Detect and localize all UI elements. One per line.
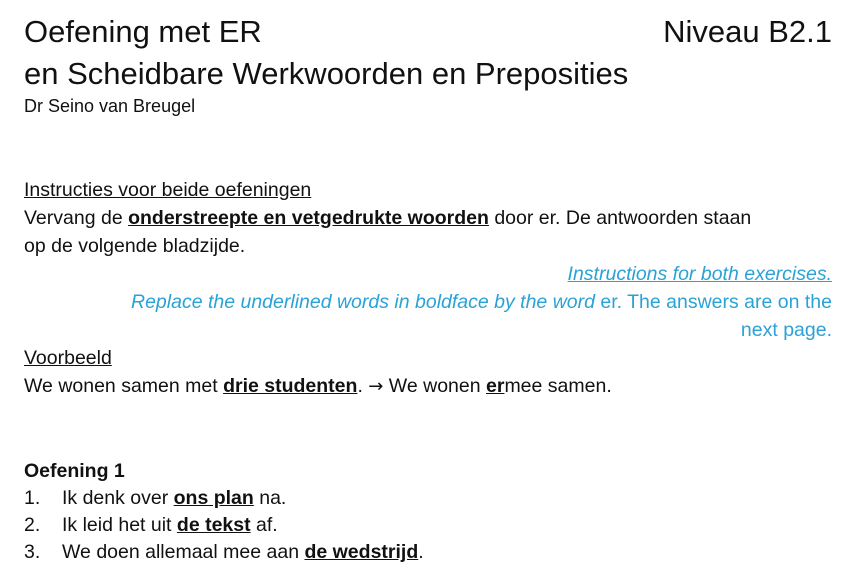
english-line1-rest: . The answers are on the bbox=[616, 291, 832, 313]
title-row bbox=[24, 12, 832, 52]
english-line2-text: next page. bbox=[740, 319, 832, 341]
instructions-text-before: Vervang de bbox=[24, 207, 129, 229]
english-heading-text: Instructions for both exercises. bbox=[567, 263, 832, 285]
document-page bbox=[24, 0, 832, 566]
example-heading: Voorbeeld bbox=[24, 347, 112, 369]
list-item bbox=[24, 512, 832, 539]
english-heading bbox=[24, 260, 832, 288]
english-line1-word: er bbox=[600, 291, 617, 313]
item-text bbox=[62, 512, 278, 539]
example-result-bold: er bbox=[486, 375, 505, 397]
document-title: Oefening met ER bbox=[24, 14, 262, 49]
item-bold: de tekst bbox=[176, 514, 251, 536]
item-number: 3. bbox=[24, 541, 41, 563]
document-subtitle: en Scheidbare Werkwoorden en Preposities bbox=[24, 56, 629, 91]
item-text bbox=[62, 485, 286, 512]
item-after: . bbox=[418, 541, 424, 563]
list-item bbox=[24, 485, 832, 512]
spacer bbox=[24, 401, 832, 457]
item-before: Ik denk over bbox=[62, 487, 174, 509]
instructions-text bbox=[24, 204, 832, 232]
example-after: . bbox=[357, 375, 369, 397]
item-after: af. bbox=[250, 514, 278, 536]
item-text bbox=[62, 539, 424, 566]
item-bold: ons plan bbox=[173, 487, 254, 509]
example-result-before: We wonen bbox=[383, 375, 486, 397]
item-number: 2. bbox=[24, 514, 41, 536]
english-line2 bbox=[24, 316, 832, 344]
item-bold: de wedstrijd bbox=[304, 541, 419, 563]
item-before: We doen allemaal mee aan bbox=[62, 541, 305, 563]
english-line1 bbox=[24, 288, 832, 316]
level-label: Niveau B2.1 bbox=[663, 14, 832, 49]
english-line1-italic: Replace the underlined words in boldface by the word bbox=[131, 291, 601, 313]
exercise1-list bbox=[24, 485, 832, 566]
example-bold: drie studenten bbox=[223, 375, 358, 397]
item-before: Ik leid het uit bbox=[62, 514, 177, 536]
arrow-right-icon: → bbox=[368, 376, 384, 397]
exercise1-heading: Oefening 1 bbox=[24, 460, 125, 482]
example-sentence bbox=[24, 372, 832, 401]
author: Dr Seino van Breugel bbox=[24, 96, 196, 116]
item-after: na. bbox=[253, 487, 287, 509]
instructions-text-after: door er. De antwoorden staan bbox=[488, 207, 752, 229]
example-result-after: mee samen. bbox=[504, 375, 612, 397]
instructions-text-bold: onderstreepte en vetgedrukte woorden bbox=[128, 207, 489, 229]
example-before: We wonen samen met bbox=[24, 375, 224, 397]
spacer bbox=[24, 118, 832, 176]
instructions-text-line2: op de volgende bladzijde. bbox=[24, 235, 246, 257]
list-item bbox=[24, 539, 832, 566]
instructions-heading: Instructies voor beide oefeningen bbox=[24, 179, 312, 201]
item-number: 1. bbox=[24, 487, 41, 509]
